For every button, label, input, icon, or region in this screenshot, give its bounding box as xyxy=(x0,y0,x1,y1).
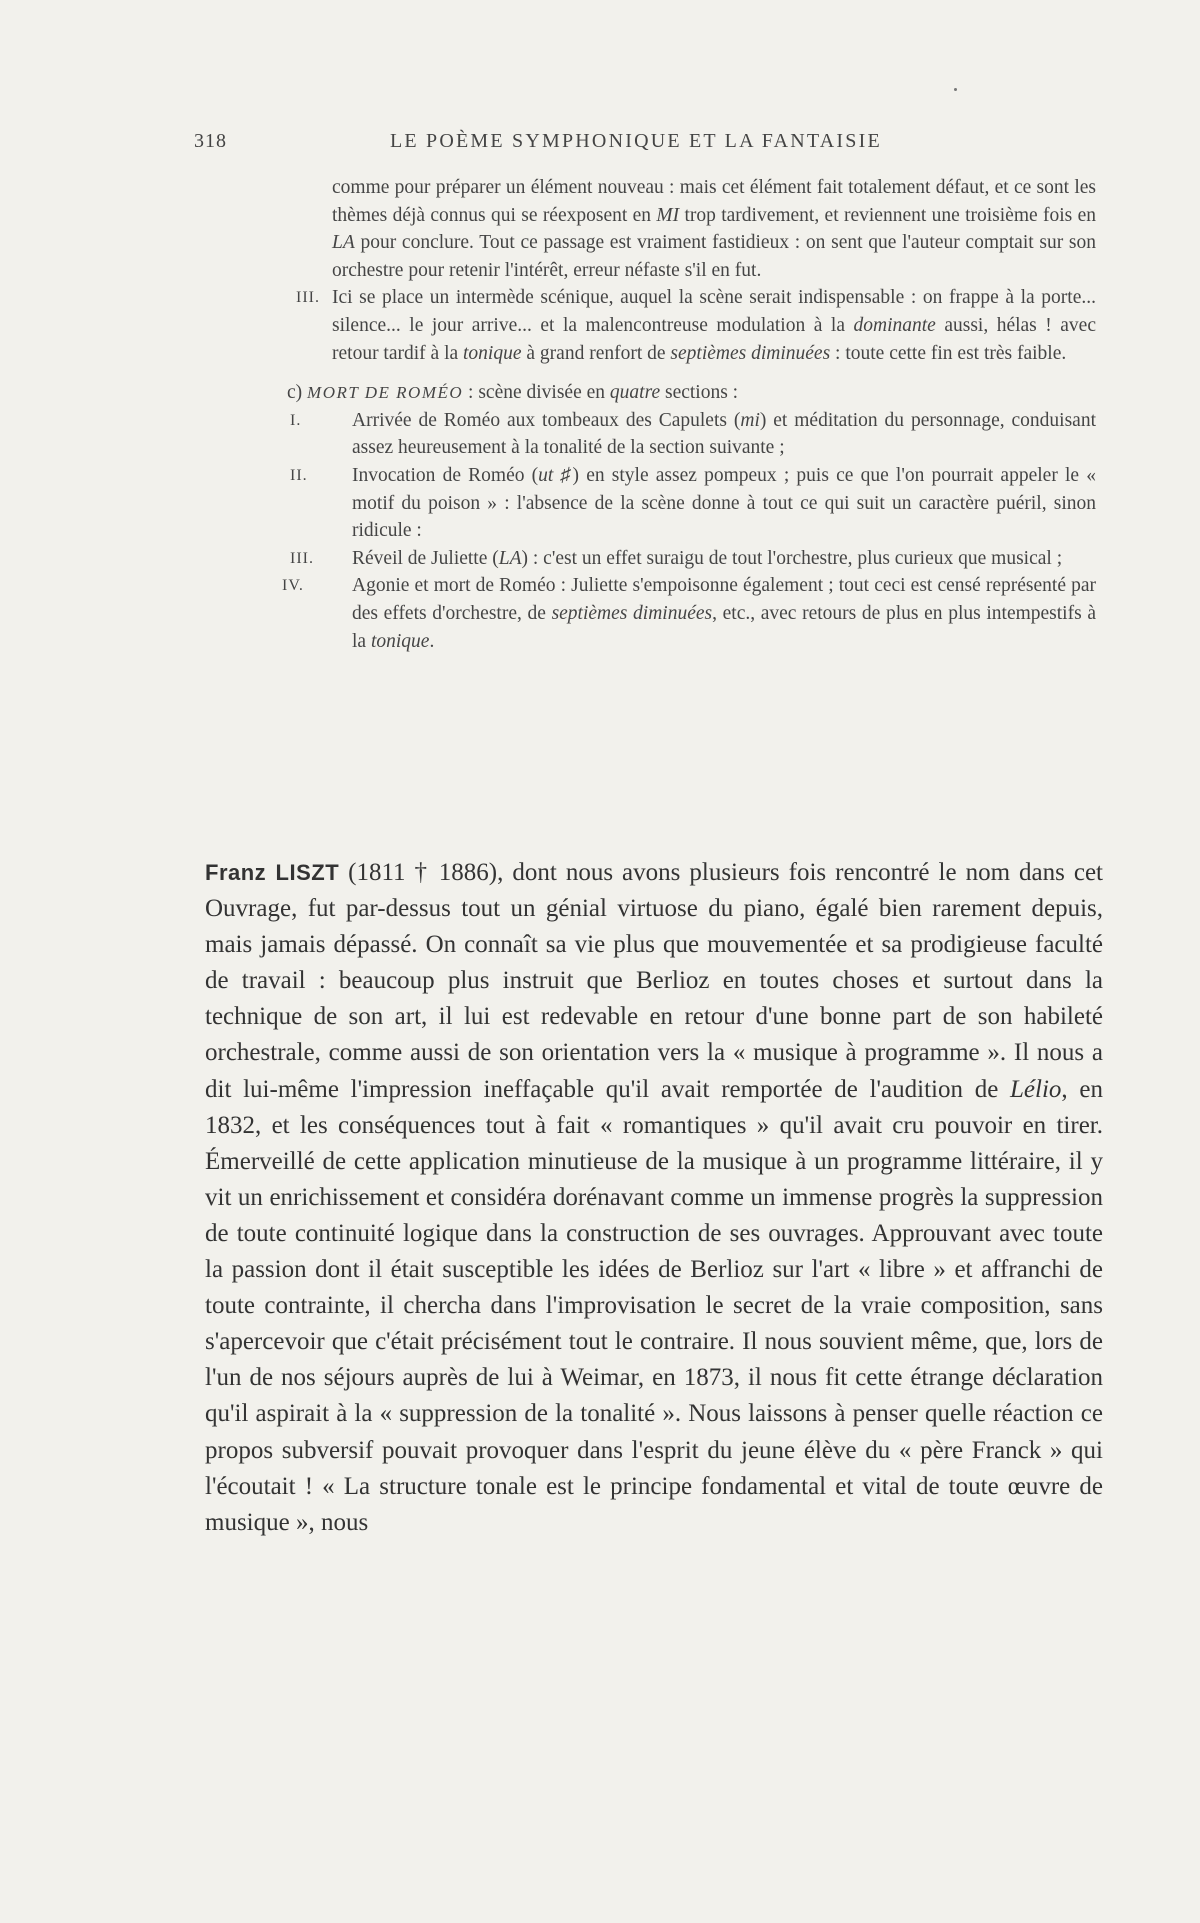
text-run: Arrivée de Roméo aux tombeaux des Capulets ( xyxy=(352,409,741,431)
list-item xyxy=(290,462,1096,545)
italic-run: Lélio xyxy=(1010,1075,1062,1103)
list-item-iii xyxy=(282,284,1096,367)
page-header xyxy=(194,130,910,160)
intro-paragraph xyxy=(282,174,1096,284)
section-title: MORT DE ROMÉO xyxy=(307,383,464,403)
item-number: II. xyxy=(290,466,308,484)
section-text xyxy=(463,382,738,403)
list-item xyxy=(290,545,1096,573)
running-title: LE POÈME SYMPHONIQUE ET LA FANTAISIE xyxy=(390,130,882,152)
text-run: , etc., avec retours de plus en plus intempestifs à la xyxy=(352,602,1096,652)
text-run: trop tardivement, et reviennent une troisième fois en xyxy=(679,204,1096,226)
italic-run: mi xyxy=(740,409,760,431)
italic-run: tonique xyxy=(463,342,522,364)
text-run: aussi, hélas ! avec retour tardif à la xyxy=(332,314,1096,364)
list-item xyxy=(282,572,1096,655)
italic-run: ut ♯ xyxy=(538,464,573,486)
text-run: ) et méditation du personnage, conduisant assez heureusement à la tonalité de la section suivante ; xyxy=(352,409,1097,459)
text-run: ) : c'est un effet suraigu de tout l'orchestre, plus curieux que musical ; xyxy=(521,547,1063,569)
italic-run: quatre xyxy=(609,382,661,404)
item-number: III. xyxy=(296,289,320,307)
item-number: III. xyxy=(290,549,314,567)
text-run: . xyxy=(429,630,435,652)
item-number: IV. xyxy=(282,577,304,595)
text-run: : scène divisée en xyxy=(463,382,610,404)
item-text xyxy=(332,284,1096,367)
item-text xyxy=(352,572,1096,655)
section-c-list xyxy=(282,407,1096,655)
item-text xyxy=(352,407,1096,462)
text-run: , en 1832, et les conséquences tout à fait « romantiques » qu'il avait cru pouvoir en tirer. Émerveillé de cette application minutieuse de la musique à un programme littéraire, il y vit un enrichissement et considéra dorénavant comme un immense progrès la suppression de toute continuité logique dans la construction de ses ouvrages. Approuvant avec toute la passion dont il était susceptible les idées de Berlioz sur l'art « libre » et affranchi de toute contrainte, il chercha dans l'improvisation le secret de la vraie composition, sans s'apercevoir que c'était précisément tout le contraire. Il nous souvient même, que, lors de l'un de nos séjours auprès de lui à Weimar, en 1873, il nous fit cette étrange déclaration qu'il aspirait à la « suppression de la tonalité ». Nous laissons à penser quelle réaction ce propos subversif pouvait provoquer dans l'esprit du jeune élève du « père Franck » qui l'écoutait ! « La structure tonale est le principe fondamental et vital de toute œuvre de musique », nous xyxy=(205,1075,1103,1536)
paragraph-text xyxy=(205,859,1103,1536)
item-text xyxy=(352,462,1096,545)
italic-run: MI xyxy=(656,204,680,226)
text-run: Ici se place un intermède scénique, auquel la scène serait indispensable : on frappe à la porte... silence... le jour arrive... et la malencontreuse modulation à la xyxy=(332,287,1096,336)
text-run: comme pour préparer un élément nouveau : mais cet élément fait totalement défaut, et ce sont les thèmes déjà connus qui se réexposent en xyxy=(332,177,1096,226)
main-text xyxy=(205,855,1103,1541)
item-number: I. xyxy=(290,411,302,429)
text-run: pour conclure. Tout ce passage est vraiment fastidieux : on sent que l'auteur comptait sur son orchestre pour retenir l'intérêt, erreur néfaste s'il en fut. xyxy=(332,232,1096,281)
text-run: sections : xyxy=(660,382,739,404)
text-run: : toute cette fin est très faible. xyxy=(830,342,1067,364)
analysis-block xyxy=(282,174,1096,655)
text-run: Agonie et mort de Roméo : Juliette s'empoisonne également ; tout ceci est censé représenté par des effets d'orchestre, de xyxy=(352,575,1096,624)
text-run: à grand renfort de xyxy=(521,342,671,364)
composer-name: Franz LISZT xyxy=(205,860,340,885)
text-run: ) en style assez pompeux ; puis ce que l'on pourrait appeler le « motif du poison » : l'absence de la scène donne à tout ce qui suit un caractère puéril, sinon ridicule : xyxy=(352,464,1096,542)
italic-run: dominante xyxy=(853,314,936,336)
italic-run: tonique xyxy=(370,630,430,652)
text-run: (1811 † 1886), dont nous avons plusieurs fois rencontré le nom dans cet Ouvrage, fut par-dessus tout un génial virtuose du piano, égalé bien rarement depuis, mais jamais dépassé. On connaît sa vie plus que mouvementée et sa prodigieuse faculté de travail : beaucoup plus instruit que Berlioz en toutes choses et surtout dans la technique de son art, il lui est redevable en retour d'une bonne part de son habileté orchestrale, comme aussi de son orientation vers la « musique à programme ». Il nous a dit lui-même l'impression ineffaçable qu'il avait remportée de l'audition de xyxy=(205,859,1103,1103)
item-text xyxy=(352,545,1096,573)
section-label: c) xyxy=(287,382,303,404)
list-item xyxy=(290,407,1097,462)
italic-run: LA xyxy=(498,547,522,569)
italic-run: septièmes diminuées xyxy=(670,342,831,364)
section-c-heading xyxy=(282,379,1096,407)
italic-run: LA xyxy=(332,232,355,254)
liszt-paragraph xyxy=(205,855,1103,1541)
text-run: Invocation de Roméo ( xyxy=(352,464,539,486)
italic-run: septièmes diminuées xyxy=(551,602,713,624)
page-number: 318 xyxy=(194,130,227,152)
text-run: Réveil de Juliette ( xyxy=(352,547,499,569)
paper-speck xyxy=(954,88,957,91)
